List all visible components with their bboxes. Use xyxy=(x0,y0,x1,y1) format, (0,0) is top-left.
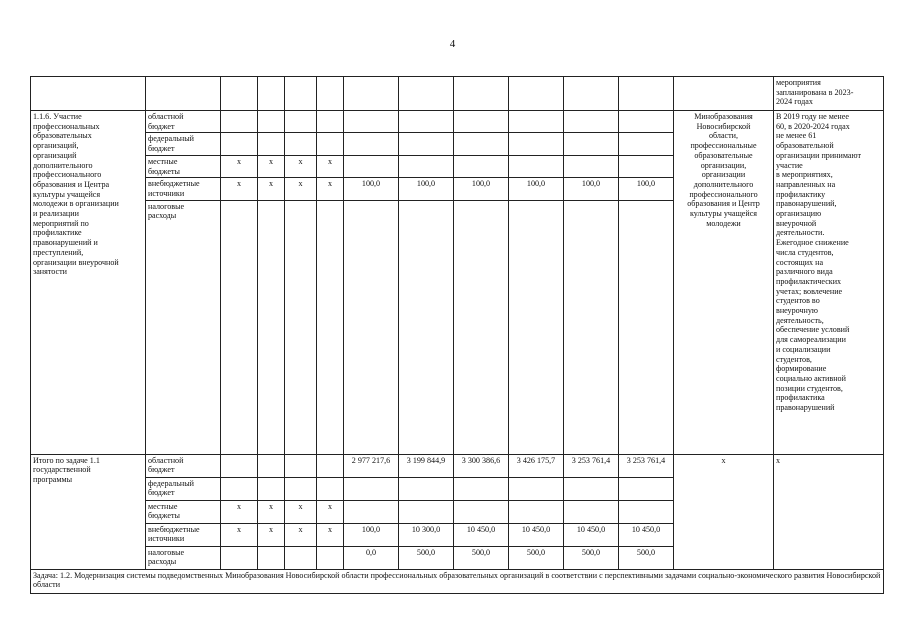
budget-label: налоговые расходы xyxy=(146,200,221,454)
code-cell xyxy=(285,454,317,477)
budget-label: налоговые расходы xyxy=(146,546,221,569)
value-cell: 3 253 761,4 xyxy=(619,454,674,477)
code-cell: х xyxy=(317,178,344,200)
task-heading: Задача: 1.2. Модернизация системы подведомственных Минобразования Новосибирской области профессиональных образовательных организаций в соответствии с перспективными задачами социально-экономического развития Новосибирской области xyxy=(31,569,884,593)
continuation-row xyxy=(31,77,884,111)
value-cell: 3 426 175,7 xyxy=(509,454,564,477)
value-cell xyxy=(564,500,619,523)
value-cell xyxy=(399,500,454,523)
value-cell: 500,0 xyxy=(619,546,674,569)
budget-label: внебюджетные источники xyxy=(146,178,221,200)
value-cell xyxy=(344,111,399,133)
value-cell: 100,0 xyxy=(564,178,619,200)
value-cell: 10 450,0 xyxy=(619,523,674,546)
code-cell xyxy=(317,200,344,454)
value-cell xyxy=(509,155,564,177)
code-cell xyxy=(221,111,258,133)
result-cell: В 2019 году не менее 60, в 2020-2024 годах не менее 61 образовательной организации принимают участие в мероприятиях, направленных на профилактику правонарушений, организацию внеурочной деятельности. Ежегодное снижение числа студентов, состоящих на различного вида профилактических учетах; вовлечение студентов во внеурочную деятельность, обеспечение условий для самореализации и социализации студентов, формирование социально активной позиции студентов, профилактика правонарушений xyxy=(774,111,884,455)
value-cell xyxy=(454,133,509,155)
code-cell xyxy=(317,454,344,477)
code-cell xyxy=(285,546,317,569)
value-cell xyxy=(344,155,399,177)
code-cell xyxy=(317,133,344,155)
code-cell: х xyxy=(258,500,285,523)
value-cell: 500,0 xyxy=(454,546,509,569)
task-row xyxy=(31,569,884,593)
budget-label: местные бюджеты xyxy=(146,500,221,523)
budget-label: местные бюджеты xyxy=(146,155,221,177)
code-cell xyxy=(221,454,258,477)
code-cell xyxy=(258,111,285,133)
value-cell: 0,0 xyxy=(344,546,399,569)
value-cell xyxy=(619,155,674,177)
value-cell xyxy=(619,133,674,155)
value-cell xyxy=(564,477,619,500)
value-cell xyxy=(344,133,399,155)
code-cell xyxy=(258,200,285,454)
value-cell xyxy=(509,200,564,454)
value-cell: 10 450,0 xyxy=(509,523,564,546)
code-cell xyxy=(285,200,317,454)
code-cell: х xyxy=(221,178,258,200)
value-cell: 100,0 xyxy=(344,523,399,546)
value-cell xyxy=(564,111,619,133)
code-cell: х xyxy=(285,178,317,200)
value-cell: 100,0 xyxy=(619,178,674,200)
executor-cell: Минобразования Новосибирской области, профессиональные образовательные организации, организации дополнительного профессионального образования и Центр культуры учащейся молодежи xyxy=(674,111,774,455)
value-cell xyxy=(344,500,399,523)
code-cell xyxy=(317,477,344,500)
value-cell xyxy=(399,200,454,454)
code-cell xyxy=(221,477,258,500)
measure-row xyxy=(31,111,884,133)
value-cell: 10 300,0 xyxy=(399,523,454,546)
value-cell xyxy=(619,500,674,523)
value-cell xyxy=(454,200,509,454)
code-cell: х xyxy=(285,500,317,523)
code-cell xyxy=(317,111,344,133)
budget-label: внебюджетные источники xyxy=(146,523,221,546)
code-cell xyxy=(221,200,258,454)
value-cell xyxy=(344,477,399,500)
continuation-note: мероприятия запланирована в 2023- 2024 годах xyxy=(774,77,884,111)
value-cell: 100,0 xyxy=(509,178,564,200)
code-cell: х xyxy=(317,155,344,177)
value-cell xyxy=(399,111,454,133)
total-name: Итого по задаче 1.1 государственной программы xyxy=(31,454,146,569)
code-cell: х xyxy=(285,155,317,177)
code-cell xyxy=(258,546,285,569)
value-cell: 500,0 xyxy=(564,546,619,569)
page-number: 4 xyxy=(449,38,456,50)
executor-cell: х xyxy=(674,454,774,569)
code-cell xyxy=(285,133,317,155)
value-cell xyxy=(454,155,509,177)
value-cell: 100,0 xyxy=(399,178,454,200)
value-cell: 100,0 xyxy=(344,178,399,200)
value-cell xyxy=(564,200,619,454)
value-cell xyxy=(509,133,564,155)
code-cell: х xyxy=(258,523,285,546)
value-cell: 500,0 xyxy=(399,546,454,569)
result-cell: х xyxy=(774,454,884,569)
value-cell xyxy=(454,500,509,523)
code-cell: х xyxy=(285,523,317,546)
code-cell: х xyxy=(258,155,285,177)
financing-table xyxy=(30,76,884,594)
value-cell xyxy=(399,133,454,155)
code-cell xyxy=(258,477,285,500)
value-cell xyxy=(564,155,619,177)
value-cell xyxy=(454,111,509,133)
code-cell xyxy=(221,546,258,569)
value-cell: 2 977 217,6 xyxy=(344,454,399,477)
budget-label: федеральный бюджет xyxy=(146,133,221,155)
code-cell: х xyxy=(317,500,344,523)
value-cell xyxy=(619,111,674,133)
value-cell xyxy=(509,500,564,523)
code-cell xyxy=(285,477,317,500)
value-cell: 100,0 xyxy=(454,178,509,200)
budget-label: федеральный бюджет xyxy=(146,477,221,500)
value-cell: 3 199 844,9 xyxy=(399,454,454,477)
code-cell: х xyxy=(221,155,258,177)
code-cell xyxy=(317,546,344,569)
value-cell xyxy=(564,133,619,155)
value-cell: 500,0 xyxy=(509,546,564,569)
code-cell xyxy=(221,133,258,155)
value-cell: 10 450,0 xyxy=(454,523,509,546)
value-cell xyxy=(399,155,454,177)
value-cell xyxy=(509,477,564,500)
code-cell xyxy=(258,133,285,155)
code-cell: х xyxy=(221,523,258,546)
code-cell: х xyxy=(317,523,344,546)
code-cell: х xyxy=(258,178,285,200)
value-cell xyxy=(399,477,454,500)
total-row xyxy=(31,454,884,477)
value-cell xyxy=(454,477,509,500)
value-cell: 3 253 761,4 xyxy=(564,454,619,477)
value-cell xyxy=(619,477,674,500)
value-cell xyxy=(509,111,564,133)
code-cell xyxy=(258,454,285,477)
value-cell xyxy=(619,200,674,454)
code-cell: х xyxy=(221,500,258,523)
value-cell xyxy=(344,200,399,454)
code-cell xyxy=(285,111,317,133)
measure-name: 1.1.6. Участие профессиональных образовательных организаций, организаций дополнительного профессионального образования и Центра культуры учащейся молодежи в организации и реализации мероприятий по профилактике правонарушений и преступлений, организации внеурочной занятости xyxy=(31,111,146,455)
budget-label: областной бюджет xyxy=(146,111,221,133)
budget-label: областной бюджет xyxy=(146,454,221,477)
value-cell: 10 450,0 xyxy=(564,523,619,546)
value-cell: 3 300 386,6 xyxy=(454,454,509,477)
